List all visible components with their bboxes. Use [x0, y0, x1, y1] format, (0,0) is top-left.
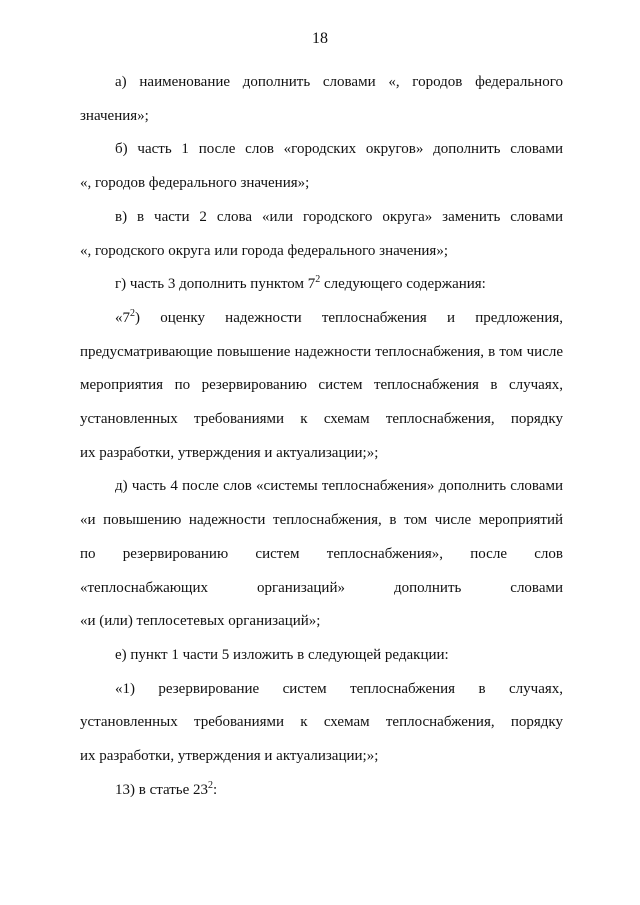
text-line: значения»;	[80, 107, 149, 124]
text-line: их разработки, утверждения и актуализации;»;	[80, 444, 379, 461]
text-line	[80, 774, 563, 808]
text-line: е) пункт 1 части 5 изложить в следующей редакции:	[115, 646, 449, 663]
text-line: предусматривающие повышение надежности теплоснабжения, в том числе	[80, 343, 563, 360]
superscript: 2	[315, 274, 321, 286]
paragraph-d	[80, 470, 563, 639]
text-line: установленных требованиями к схемам теплоснабжения, порядку	[80, 411, 563, 428]
page-number: 18	[312, 30, 328, 47]
text-segment: «7	[115, 309, 130, 326]
text-line: а) наименование дополнить словами «, городов федерального	[115, 74, 563, 90]
text-line: установленных требованиями к схемам теплоснабжения, порядку	[80, 714, 563, 731]
text-line: их разработки, утверждения и актуализации;»;	[80, 748, 379, 765]
text-line: д) часть 4 после слов «системы теплоснабжения» дополнить словами	[115, 478, 563, 495]
superscript: 2	[130, 307, 135, 319]
text-segment: 13) в статье 23	[115, 781, 209, 798]
text-segment: г) часть 3 дополнить пунктом 7	[115, 276, 316, 293]
text-line: б) часть 1 после слов «городских округов» дополнить словами	[115, 141, 563, 158]
text-line: «, городов федерального значения»;	[80, 175, 310, 192]
paragraph-g	[80, 268, 563, 302]
paragraph-b	[80, 133, 563, 200]
text-line: «теплоснабжающих организаций» дополнить словами	[80, 579, 563, 596]
text-line: «и повышению надежности теплоснабжения, в том числе мероприятий	[80, 512, 563, 529]
text-line: «, городского округа или города федерального значения»;	[80, 242, 448, 259]
text-segment: следующего содержания:	[320, 276, 486, 293]
item-13	[80, 774, 563, 808]
document-body	[80, 66, 563, 807]
text-line: по резервированию систем теплоснабжения», после слов	[80, 545, 563, 562]
text-segment: ) оценку надежности теплоснабжения и предложения,	[135, 309, 563, 326]
quoted-item-7-2	[80, 302, 563, 471]
text-line: в) в части 2 слова «или городского округа» заменить словами	[115, 208, 563, 225]
text-line: мероприятия по резервированию систем теплоснабжения в случаях,	[80, 377, 563, 394]
text-line: «1) резервирование систем теплоснабжения в случаях,	[115, 680, 563, 697]
paragraph-v	[80, 201, 563, 268]
text-line	[80, 268, 563, 302]
paragraph-e	[80, 639, 563, 673]
text-segment: :	[213, 781, 218, 798]
text-line	[80, 302, 563, 336]
superscript: 2	[208, 779, 214, 791]
paragraph-a	[80, 66, 563, 133]
quoted-item-1	[80, 673, 563, 774]
text-line: «и (или) теплосетевых организаций»;	[80, 613, 321, 630]
